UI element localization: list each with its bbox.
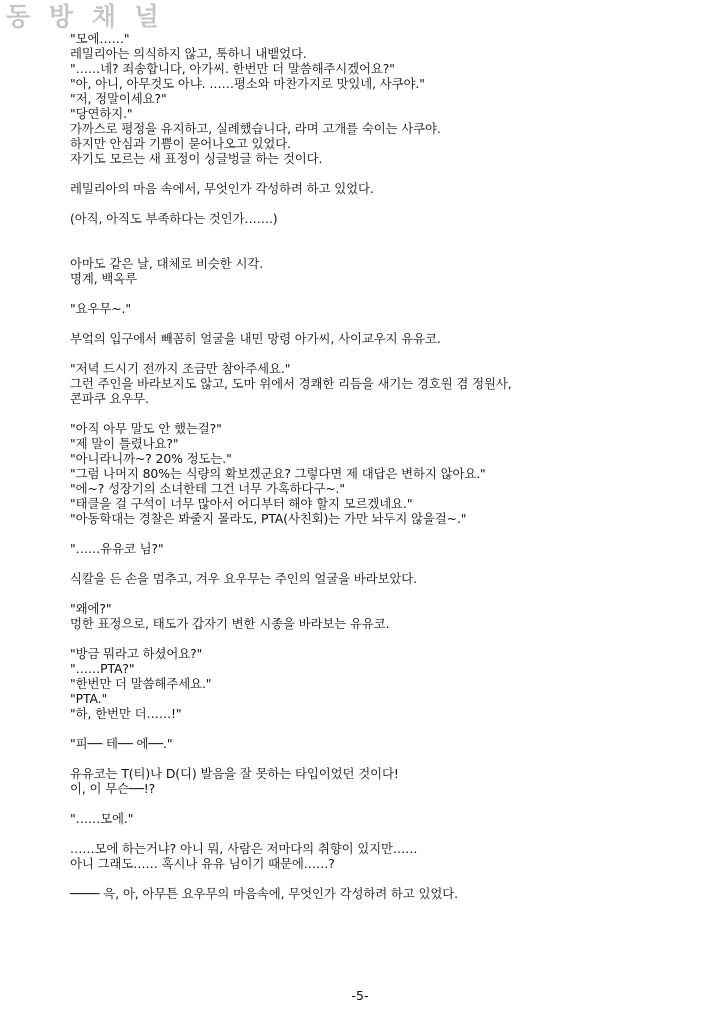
- paragraph-gap: [70, 286, 670, 301]
- text-line: ──── 윽, 아, 아무튼 요우무의 마음속에, 무엇인가 각성하려 하고 있었다.: [70, 886, 458, 901]
- text-line: 유유코는 T(티)나 D(디) 발음을 잘 못하는 타입이었던 것이다!: [70, 766, 399, 781]
- paragraph-gap: [70, 586, 670, 601]
- text-line: (아직, 아직도 부족하다는 것인가…….): [70, 211, 278, 226]
- text-line: 콘파쿠 요우무.: [70, 391, 149, 406]
- text-line: "저, 정말이세요?": [70, 91, 167, 106]
- paragraph-gap: [70, 826, 670, 841]
- text-line: ……모에 하는거냐? 아니 뭐, 사람은 저마다의 취향이 있지만……: [70, 841, 418, 856]
- text-line: "한번만 더 말씀해주세요.": [70, 676, 212, 691]
- page-number: -5-: [351, 988, 369, 1003]
- text-line: "태클을 걸 구석이 너무 많아서 어디부터 해야 할지 모르겠네요.": [70, 496, 413, 511]
- paragraph-gap: [70, 556, 670, 571]
- text-line: "……유유코 님?": [70, 541, 164, 556]
- scene-break: [70, 226, 670, 256]
- text-line: "……네? 죄송합니다, 아가씨. 한번만 더 말씀해주시겠어요?": [70, 61, 395, 76]
- text-line: 멍한 표정으로, 태도가 갑자기 변한 시종을 바라보는 유유코.: [70, 616, 390, 631]
- text-line: 부엌의 입구에서 빼꼼히 얼굴을 내민 망령 아가씨, 사이교우지 유유코.: [70, 331, 441, 346]
- paragraph-gap: [70, 751, 670, 766]
- text-line: "아직 아무 말도 안 했는걸?": [70, 421, 222, 436]
- text-line: 그런 주인을 바라보지도 않고, 도마 위에서 경쾌한 리듬을 새기는 경호원 겸 정원사,: [70, 376, 512, 391]
- text-line: 아니 그래도…… 혹시나 유유 님이기 때문에……?: [70, 856, 335, 871]
- paragraph-gap: [70, 631, 670, 646]
- text-line: 식칼을 든 손을 멈추고, 겨우 요우무는 주인의 얼굴을 바라보았다.: [70, 571, 417, 586]
- paragraph-gap: [70, 871, 670, 886]
- text-line: "그럼 나머지 80%는 식량의 확보겠군요? 그렇다면 제 대답은 변하지 않아요.": [70, 466, 486, 481]
- text-line: 가까스로 평정을 유지하고, 실례했습니다, 라며 고개를 숙이는 사쿠야.: [70, 121, 441, 136]
- document-body: [70, 31, 670, 901]
- paragraph-gap: [70, 346, 670, 361]
- text-line: 레밀리아는 의식하지 않고, 툭하니 내뱉었다.: [70, 46, 307, 61]
- paragraph-gap: [70, 196, 670, 211]
- text-line: "하, 한번만 더……!": [70, 706, 182, 721]
- text-line: 이, 이 무슨──!?: [70, 781, 156, 796]
- paragraph-gap: [70, 406, 670, 421]
- text-line: "당연하지.": [70, 106, 133, 121]
- paragraph-gap: [70, 316, 670, 331]
- text-line: "왜에?": [70, 601, 112, 616]
- text-line: "방금 뭐라고 하셨어요?": [70, 646, 203, 661]
- text-line: 레밀리아의 마음 속에서, 무엇인가 각성하려 하고 있었다.: [70, 181, 374, 196]
- text-line: "피── 테── 에──.": [70, 736, 173, 751]
- paragraph-gap: [70, 526, 670, 541]
- text-line: "모에……": [70, 31, 130, 46]
- text-line: "아동학대는 경찰은 봐줄지 몰라도, PTA(사친회)는 가만 놔두지 않을걸~.": [70, 511, 467, 526]
- text-line: "요우무~.": [70, 301, 131, 316]
- text-line: 명계, 백옥루: [70, 271, 138, 286]
- text-line: "저녁 드시기 전까지 조금만 참아주세요.": [70, 361, 291, 376]
- text-line: 자기도 모르는 새 표정이 싱글벙글 하는 것이다.: [70, 151, 323, 166]
- text-line: "아니라니까~? 20% 정도는.": [70, 451, 232, 466]
- text-line: 하지만 안심과 기쁨이 묻어나오고 있었다.: [70, 136, 291, 151]
- text-line: "PTA.": [70, 691, 108, 706]
- text-line: "제 말이 틀렸나요?": [70, 436, 179, 451]
- paragraph-gap: [70, 796, 670, 811]
- paragraph-gap: [70, 166, 670, 181]
- text-line: "에~? 성장기의 소녀한테 그건 너무 가혹하다구~.": [70, 481, 345, 496]
- text-line: 아마도 같은 날, 대체로 비슷한 시각.: [70, 256, 264, 271]
- text-line: "아, 아니, 아무것도 아냐. ……평소와 마찬가지로 맛있네, 사쿠야.": [70, 76, 425, 91]
- paragraph-gap: [70, 721, 670, 736]
- text-line: "……모에.": [70, 811, 134, 826]
- text-line: "……PTA?": [70, 661, 135, 676]
- channel-watermark: 동 방 채 널: [6, 2, 164, 31]
